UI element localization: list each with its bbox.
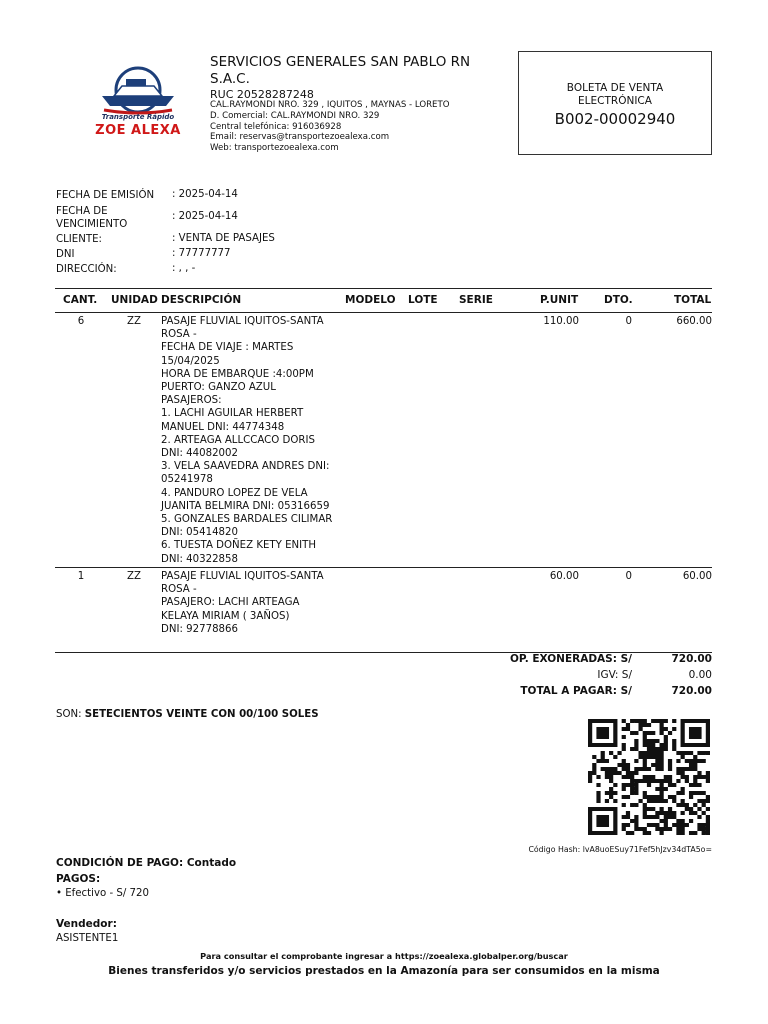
row-descripcion: PASAJE FLUVIAL IQUITOS-SANTA ROSA - FECHA DE VIAJE : MARTES 15/04/2025 HORA DE EMBARQUE :4:00PM PUERTO: GANZO AZUL PASAJEROS: 1. LACHI AGUILAR HERBERT MANUEL DNI: 44774348 2. ARTEAGA ALLCCACO DORIS DNI: 44082002 3. VELA SAAVEDRA ANDRES DNI: 05241978 4. PANDURO LOPEZ DE VELA JUANITA BELMIRA DNI: 05316659 5. GONZALES BARDALES CILIMAR DNI: 05414820 6. TUESTA DOÑEZ KETY ENITH DNI: 40322858 — [161, 316, 333, 565]
total-value: 720.00 — [671, 685, 712, 697]
total-label: TOTAL A PAGAR: S/ — [520, 685, 632, 697]
company-web: Web: transportezoealexa.com — [210, 143, 339, 154]
emision-value: : 2025-04-14 — [172, 189, 238, 200]
row-dto: 0 — [625, 571, 632, 582]
row-cant: 1 — [77, 571, 85, 582]
row-unidad: ZZ — [127, 571, 141, 582]
company-phone: Central telefónica: 916036928 — [210, 121, 342, 132]
consult-link-text: Para consultar el comprobante ingresar a https://zoealexa.globalper.org/buscar — [200, 951, 568, 961]
voucher-number: B002-00002940 — [554, 110, 676, 128]
payment-item: • Efectivo - S/ 720 — [56, 888, 149, 899]
row-total: 660.00 — [676, 316, 712, 327]
row-total: 60.00 — [682, 571, 712, 582]
company-info — [210, 100, 450, 154]
dni-label: DNI — [56, 249, 75, 260]
qr-icon — [588, 719, 710, 835]
company-name: SERVICIOS GENERALES SAN PABLO RN S.A.C. — [210, 54, 471, 87]
seller-name: ASISTENTE1 — [56, 933, 119, 944]
row-unidad: ZZ — [127, 316, 141, 327]
amazonia-legend: Bienes transferidos y/o servicios prestados en la Amazonía para ser consumidos en la misma — [108, 965, 660, 977]
table-header-rule — [55, 312, 712, 313]
row-descripcion: PASAJE FLUVIAL IQUITOS-SANTA ROSA - PASAJERO: LACHI ARTEAGA KELAYA MIRIAM ( 3AÑOS) DNI: 92778866 — [161, 571, 324, 635]
vencimiento-label: FECHA DE VENCIMIENTO — [56, 206, 128, 230]
direccion-label: DIRECCIÓN: — [56, 264, 117, 275]
company-email: Email: reservas@transportezoealexa.com — [210, 132, 390, 143]
exoneradas-value: 720.00 — [671, 653, 712, 665]
igv-value: 0.00 — [688, 669, 712, 681]
emision-label: FECHA DE EMISIÓN — [56, 190, 155, 201]
col-serie: SERIE — [459, 294, 493, 306]
logo-tagline: Transporte Rápido — [101, 113, 175, 121]
col-descripcion: DESCRIPCIÓN — [161, 294, 242, 306]
col-modelo: MODELO — [345, 294, 396, 306]
col-unidad: UNIDAD — [111, 294, 158, 306]
voucher-box — [518, 51, 712, 155]
exoneradas-label: OP. EXONERADAS: S/ — [510, 653, 632, 665]
hash-code: Código Hash: lvA8uoESuy71Fef5hJzv34dTA5o= — [528, 845, 712, 854]
company-ruc: RUC 20528287248 — [210, 88, 314, 101]
row-divider — [55, 567, 712, 568]
row-punit: 60.00 — [549, 571, 579, 582]
amount-in-words — [56, 709, 319, 720]
direccion-value: : , , - — [172, 263, 196, 274]
payments-label: PAGOS: — [56, 873, 101, 885]
row-punit: 110.00 — [543, 316, 579, 327]
dni-value: : 77777777 — [172, 248, 231, 259]
igv-label: IGV: S/ — [597, 669, 632, 681]
cliente-value: : VENTA DE PASAJES — [172, 233, 275, 244]
company-commercial-address: D. Comercial: CAL.RAYMONDI NRO. 329 — [210, 110, 380, 121]
row-cant: 6 — [77, 316, 85, 327]
col-total: TOTAL — [674, 294, 712, 306]
payment-condition: CONDICIÓN DE PAGO: Contado — [56, 857, 237, 869]
col-lote: LOTE — [408, 294, 438, 306]
son-label: SON: — [56, 709, 82, 720]
table-top-rule — [55, 288, 712, 289]
son-text: SETECIENTOS VEINTE CON 00/100 SOLES — [84, 709, 319, 720]
col-cant: CANT. — [63, 294, 98, 306]
col-dto: DTO. — [604, 294, 633, 306]
qr-code — [588, 719, 710, 835]
seller-label: Vendedor: — [56, 918, 117, 930]
col-punit: P.UNIT — [540, 294, 579, 306]
company-address: CAL.RAYMONDI NRO. 329 , IQUITOS , MAYNAS - LORETO — [210, 100, 450, 110]
logo-name: ZOE ALEXA — [95, 123, 181, 138]
boat-icon — [88, 66, 188, 118]
row-dto: 0 — [625, 316, 632, 327]
voucher-type: BOLETA DE VENTA ELECTRÓNICA — [566, 82, 664, 107]
cliente-label: CLIENTE: — [56, 234, 102, 245]
vencimiento-value: : 2025-04-14 — [172, 211, 238, 222]
